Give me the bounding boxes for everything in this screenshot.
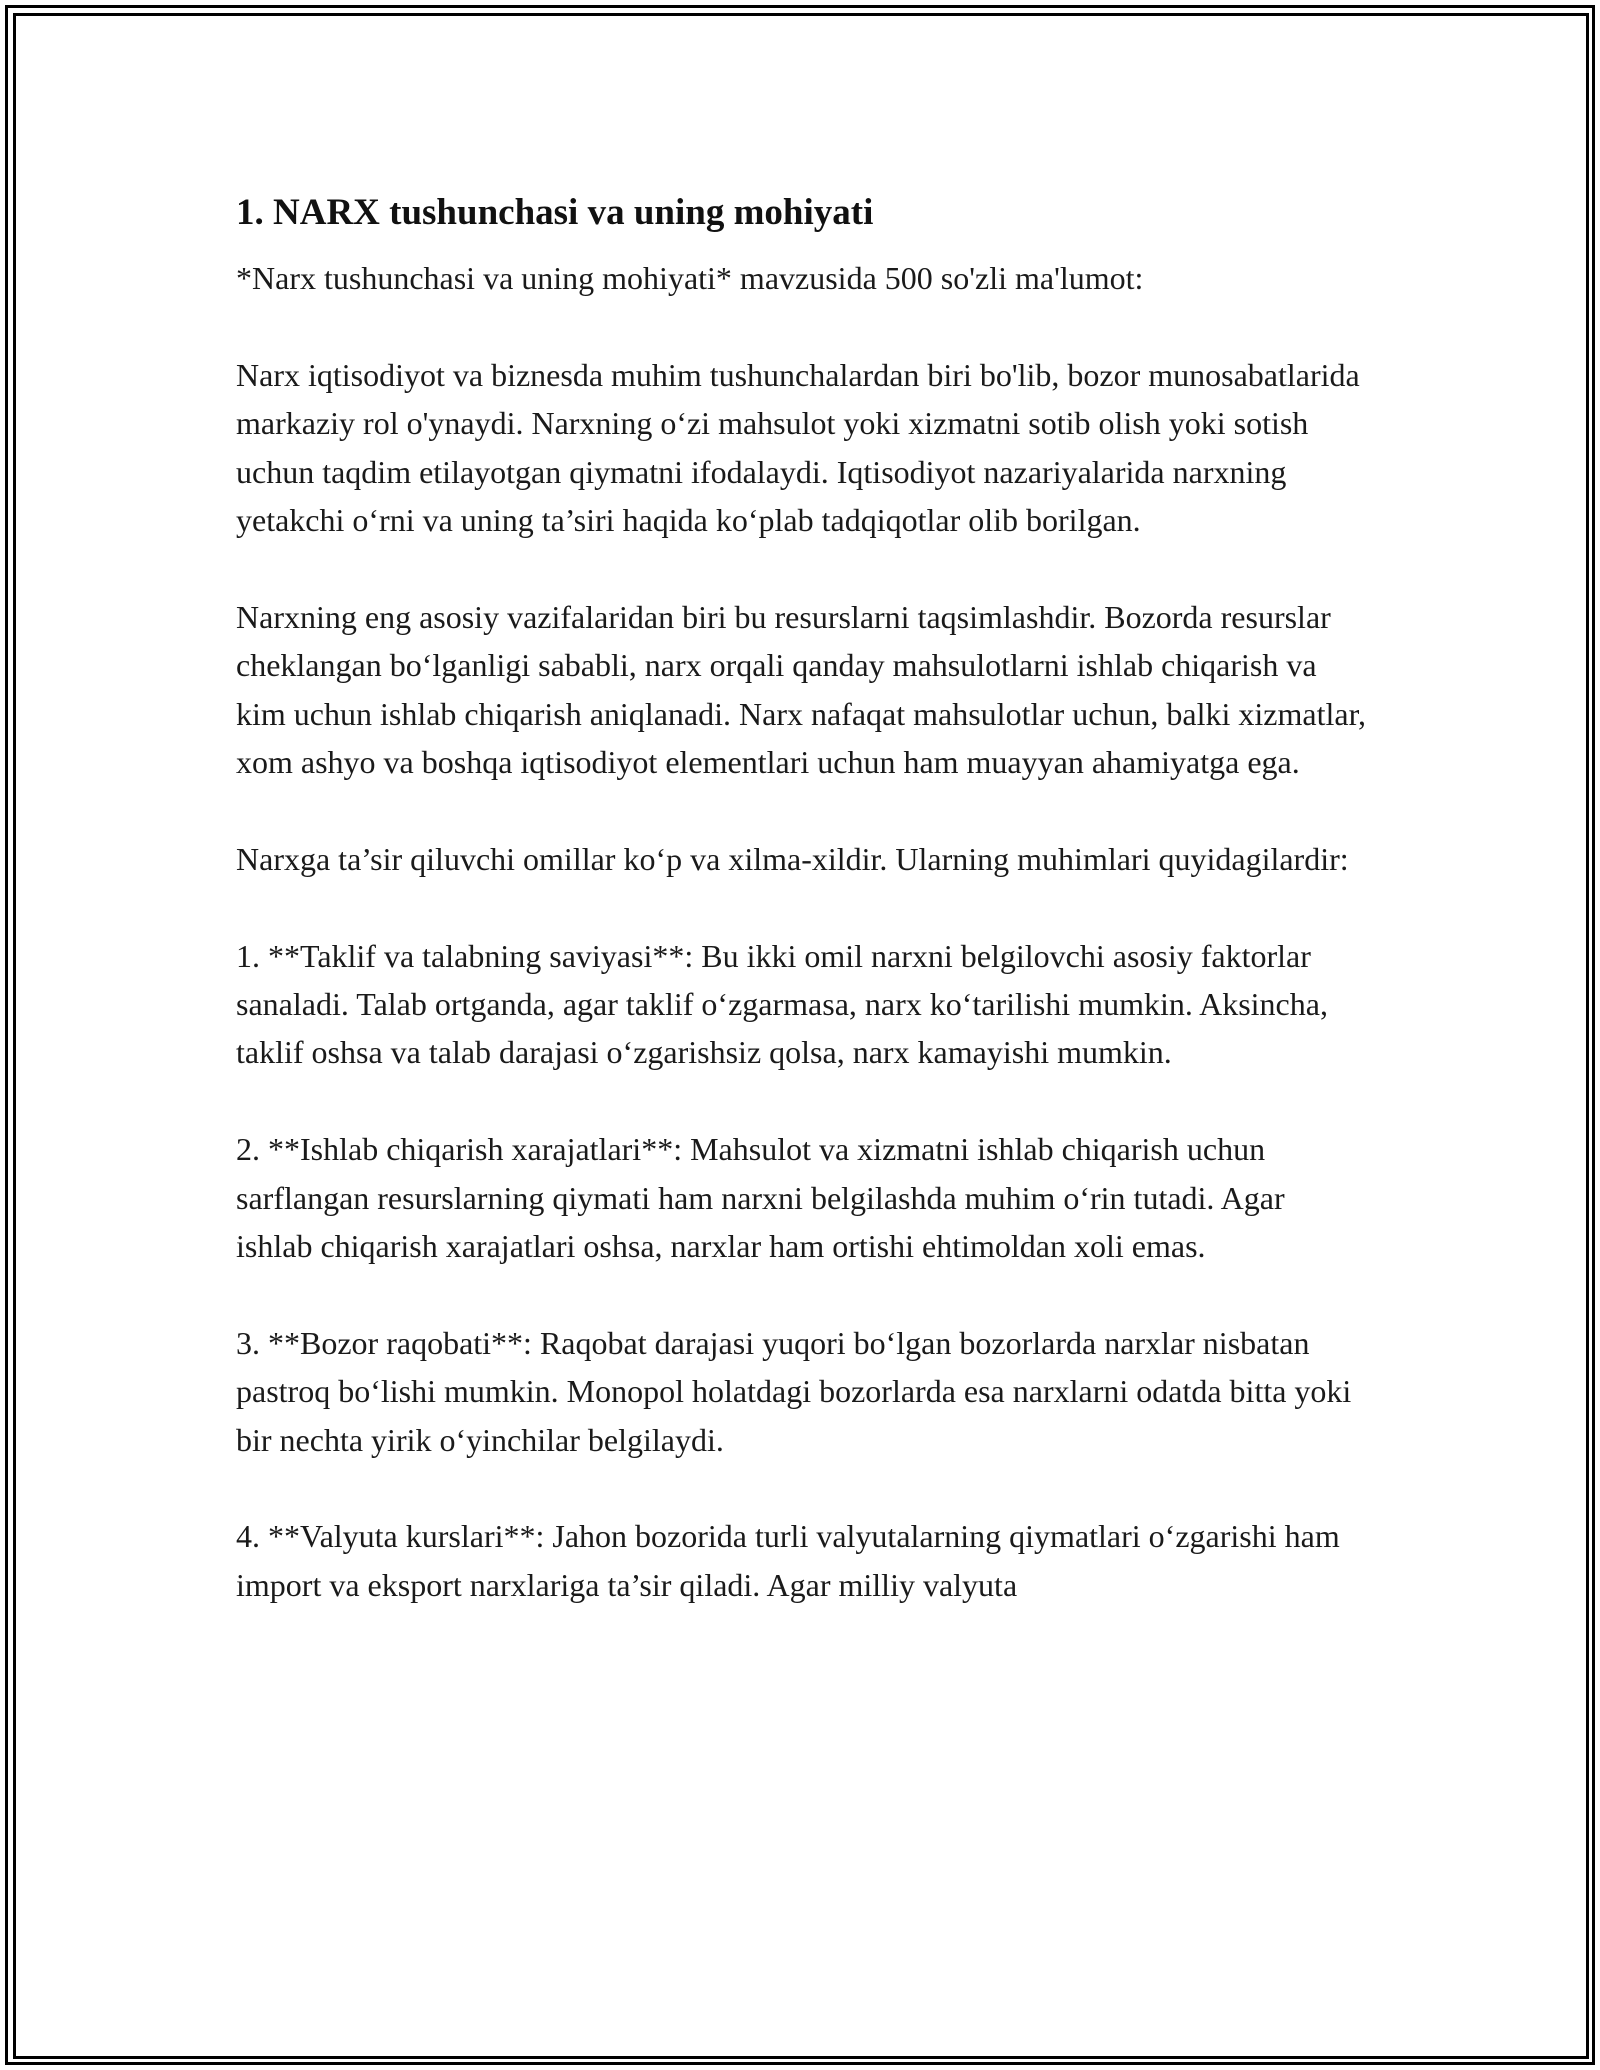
list-item-supply-demand: 1. **Taklif va talabning saviyasi**: Bu ikki omil narxni belgilovchi asosiy faktorlar sanaladi. Talab ortganda, agar taklif o‘zgarmasa, narx ko‘tarilishi mumkin. Aksincha, taklif oshsa va talab darajasi o‘zgarishsiz qolsa, narx kamayishi mumkin.	[236, 937, 1328, 1071]
list-item-production-costs: 2. **Ishlab chiqarish xarajatlari**: Mahsulot va xizmatni ishlab chiqarish uchun sarflangan resurslarning qiymati ham narxni belgilashda muhim o‘rin tutadi. Agar ishlab chiqarish xarajatlari oshsa, narxlar ham ortishi ehtimoldan xoli emas.	[236, 1131, 1285, 1265]
document-body	[236, 186, 1366, 1609]
intro-line: *Narx tushunchasi va uning mohiyati* mavzusida 500 so'zli ma'lumot:	[236, 260, 1144, 296]
list-item-exchange-rates: 4. **Valyuta kurslari**: Jahon bozorida turli valyutalarning qiymatlari o‘zgarishi ham import va eksport narxlariga ta’sir qiladi. Agar milliy valyuta	[236, 1518, 1340, 1603]
section-heading: 1. NARX tushunchasi va uning mohiyati	[236, 192, 874, 233]
list-item-market-competition: 3. **Bozor raqobati**: Raqobat darajasi yuqori bo‘lgan bozorlarda narxlar nisbatan pastroq bo‘lishi mumkin. Monopol holatdagi bozorlarda esa narxlarni odatda bitta yoki bir nechta yirik o‘yinchilar belgilaydi.	[236, 1324, 1352, 1458]
paragraph-definition: Narx iqtisodiyot va biznesda muhim tushunchalardan biri bo'lib, bozor munosabatlarida markaziy rol o'ynaydi. Narxning o‘zi mahsulot yoki xizmatni sotib olish yoki sotish uchun taqdim etilayotgan qiymatni ifodalaydi. Iqtisodiyot nazariyalarida narxning yetakchi o‘rni va uning ta’siri haqida ko‘plab tadqiqotlar olib borilgan.	[236, 356, 1360, 539]
paragraph-resource-allocation: Narxning eng asosiy vazifalaridan biri bu resurslarni taqsimlashdir. Bozorda resurslar cheklangan bo‘lganligi sababli, narx orqali qanday mahsulotlarni ishlab chiqarish va kim uchun ishlab chiqarish aniqlanadi. Narx nafaqat mahsulotlar uchun, balki xizmatlar, xom ashyo va boshqa iqtisodiyot elementlari uchun ham muayyan ahamiyatga ega.	[236, 598, 1366, 781]
paragraph-factors-intro: Narxga ta’sir qiluvchi omillar ko‘p va xilma-xildir. Ularning muhimlari quyidagilardir:	[236, 840, 1349, 877]
